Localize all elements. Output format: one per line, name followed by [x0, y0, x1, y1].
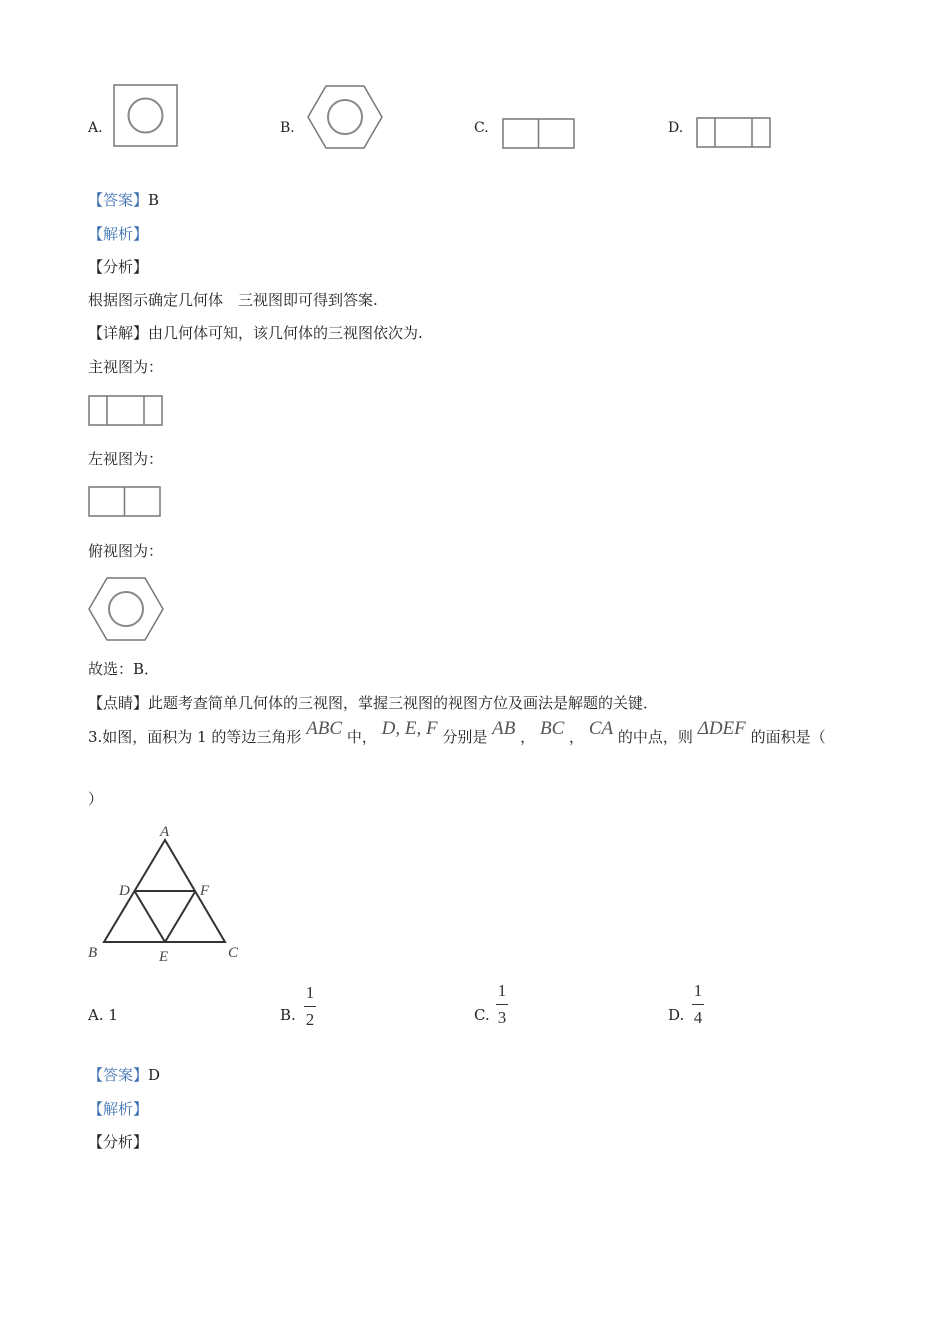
q3-option-a: A. 1 [88, 1006, 118, 1024]
q3-option-d-fraction [692, 981, 704, 1028]
q3-option-c-label: C. [474, 1006, 490, 1024]
q3-text-6: 的中点，则 [617, 728, 693, 746]
detail-tag: 【详解】 [88, 324, 149, 342]
option-b-label: B. [280, 120, 295, 136]
q3-math-ca: CA [588, 718, 614, 739]
q3-close-paren: ） [88, 790, 104, 808]
option-a-figure [113, 84, 179, 148]
q3-text-5: ， [569, 728, 585, 746]
vertex-label-f: F [200, 883, 210, 899]
vertex-label-c: C [228, 945, 239, 961]
fraction-numerator: 1 [305, 983, 315, 1002]
dianjing-line [88, 692, 658, 713]
dianjing-text: 此题考查简单几何体的三视图，掌握三视图的视图方位及画法是解题的关键． [148, 694, 659, 712]
answer-value: B [148, 191, 160, 209]
fraction-denominator: 2 [305, 1010, 315, 1029]
q3-option-c-fraction [496, 981, 508, 1028]
q3-text-7: 的面积是（ [750, 728, 826, 746]
option-d-figure [696, 117, 772, 149]
fenxi-tag: 【分析】 [88, 258, 149, 276]
q3-math-abc: ABC [306, 718, 343, 739]
fenxi-text: 根据图示确定几何体 三视图即可得到答案. [88, 291, 378, 309]
answer-tag-2: 【答案】 [88, 1066, 149, 1084]
left-view-label: 左视图为： [88, 450, 164, 468]
choice-text: 故选：B． [88, 660, 160, 678]
dianjing-tag: 【点睛】 [88, 694, 149, 712]
q3-text-2: 中， [346, 728, 377, 746]
front-view-figure [88, 395, 164, 427]
top-view-figure [87, 576, 165, 642]
answer-line-2 [88, 1064, 160, 1085]
top-view-label: 俯视图为： [88, 542, 164, 560]
option-d-label: D. [668, 120, 684, 136]
fenxi-tag-2: 【分析】 [88, 1133, 149, 1151]
q3-text-1: 3.如图，面积为 1 的等边三角形 [88, 728, 302, 746]
q3-math-def: D, E, F [381, 718, 438, 739]
q3-math-triangle-def: ΔDEF [697, 718, 746, 739]
question-3 [88, 718, 826, 748]
fraction-denominator: 3 [497, 1008, 507, 1027]
vertex-label-d: D [119, 883, 130, 899]
answer-tag: 【答案】 [88, 191, 149, 209]
left-view-figure [88, 486, 162, 518]
answer-line [88, 189, 159, 210]
q3-option-b-label: B. [280, 1006, 296, 1024]
option-c-label: C. [474, 120, 489, 136]
q3-option-b-fraction [304, 983, 316, 1030]
vertex-label-b: B [88, 945, 98, 961]
triangle-figure [85, 822, 245, 967]
q3-math-ab: AB [492, 718, 516, 739]
q3-option-d-label: D. [668, 1006, 685, 1024]
fraction-numerator: 1 [693, 981, 703, 1000]
answer-value-2: D [148, 1066, 161, 1084]
analysis-tag: 【解析】 [88, 225, 149, 243]
q3-text-4: ， [520, 728, 536, 746]
detail-line [88, 322, 423, 343]
fraction-denominator: 4 [693, 1008, 703, 1027]
detail-text: 由几何体可知，该几何体的三视图依次为. [148, 324, 423, 342]
fraction-numerator: 1 [497, 981, 507, 1000]
analysis-tag-2: 【解析】 [88, 1100, 149, 1118]
vertex-label-a: A [160, 824, 170, 840]
q3-math-bc: BC [539, 718, 565, 739]
option-b-figure [306, 84, 384, 150]
option-a-label: A. [88, 120, 103, 136]
option-c-figure [502, 118, 576, 150]
vertex-label-e: E [159, 949, 169, 965]
front-view-label: 主视图为： [88, 358, 164, 376]
q3-text-3: 分别是 [442, 728, 488, 746]
